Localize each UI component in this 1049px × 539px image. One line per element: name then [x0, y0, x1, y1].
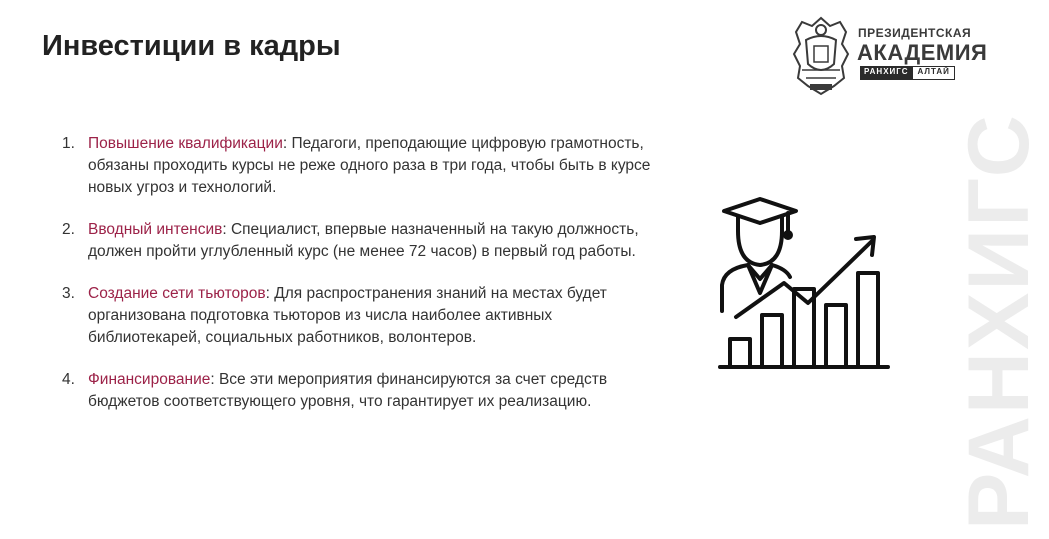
academy-logo: [790, 14, 988, 98]
item-term: Создание сети тьюторов: [88, 285, 266, 302]
graduate-growth-chart-icon: [712, 193, 898, 373]
list-item: [62, 369, 662, 413]
item-number: 3.: [62, 285, 75, 302]
item-text: : Для распространения знаний на местах будет организована подготовка тьюторов из числа наиболее активных библиотекарей, социальных работников, волонтеров.: [88, 285, 607, 346]
logo-tag-altai: АЛТАЙ: [912, 66, 954, 80]
item-term: Вводный интенсив: [88, 221, 223, 238]
item-text: : Специалист, впервые назначенный на такую должность, должен пройти углубленный курс (не менее 72 часов) в первый год работы.: [88, 221, 639, 260]
item-text: : Педагоги, преподающие цифровую грамотность, обязаны проходить курсы не реже одного раза в три года, чтобы быть в курсе новых угроз и технологий.: [88, 135, 651, 196]
logo-tagline: [860, 66, 950, 80]
logo-line-1: ПРЕЗИДЕНТСКАЯ: [858, 26, 972, 40]
measures-list: [62, 133, 662, 433]
watermark: РАНХИГС: [951, 113, 1047, 530]
list-item: [62, 219, 662, 263]
logo-tag-ranepa: РАНХИГС: [860, 66, 912, 80]
item-text: : Все эти мероприятия финансируются за счет средств бюджетов соответствующего уровня, что гарантирует их реализацию.: [88, 371, 608, 410]
item-number: 1.: [62, 135, 75, 152]
item-number: 2.: [62, 221, 75, 238]
item-term: Финансирование: [88, 371, 211, 388]
page-title: Инвестиции в кадры: [42, 30, 341, 62]
list-item: [62, 133, 662, 199]
item-number: 4.: [62, 371, 75, 388]
list-item: [62, 283, 662, 349]
eagle-emblem-icon: [790, 14, 852, 98]
logo-line-2: АКАДЕМИЯ: [857, 40, 988, 65]
item-term: Повышение квалификации: [88, 135, 283, 152]
